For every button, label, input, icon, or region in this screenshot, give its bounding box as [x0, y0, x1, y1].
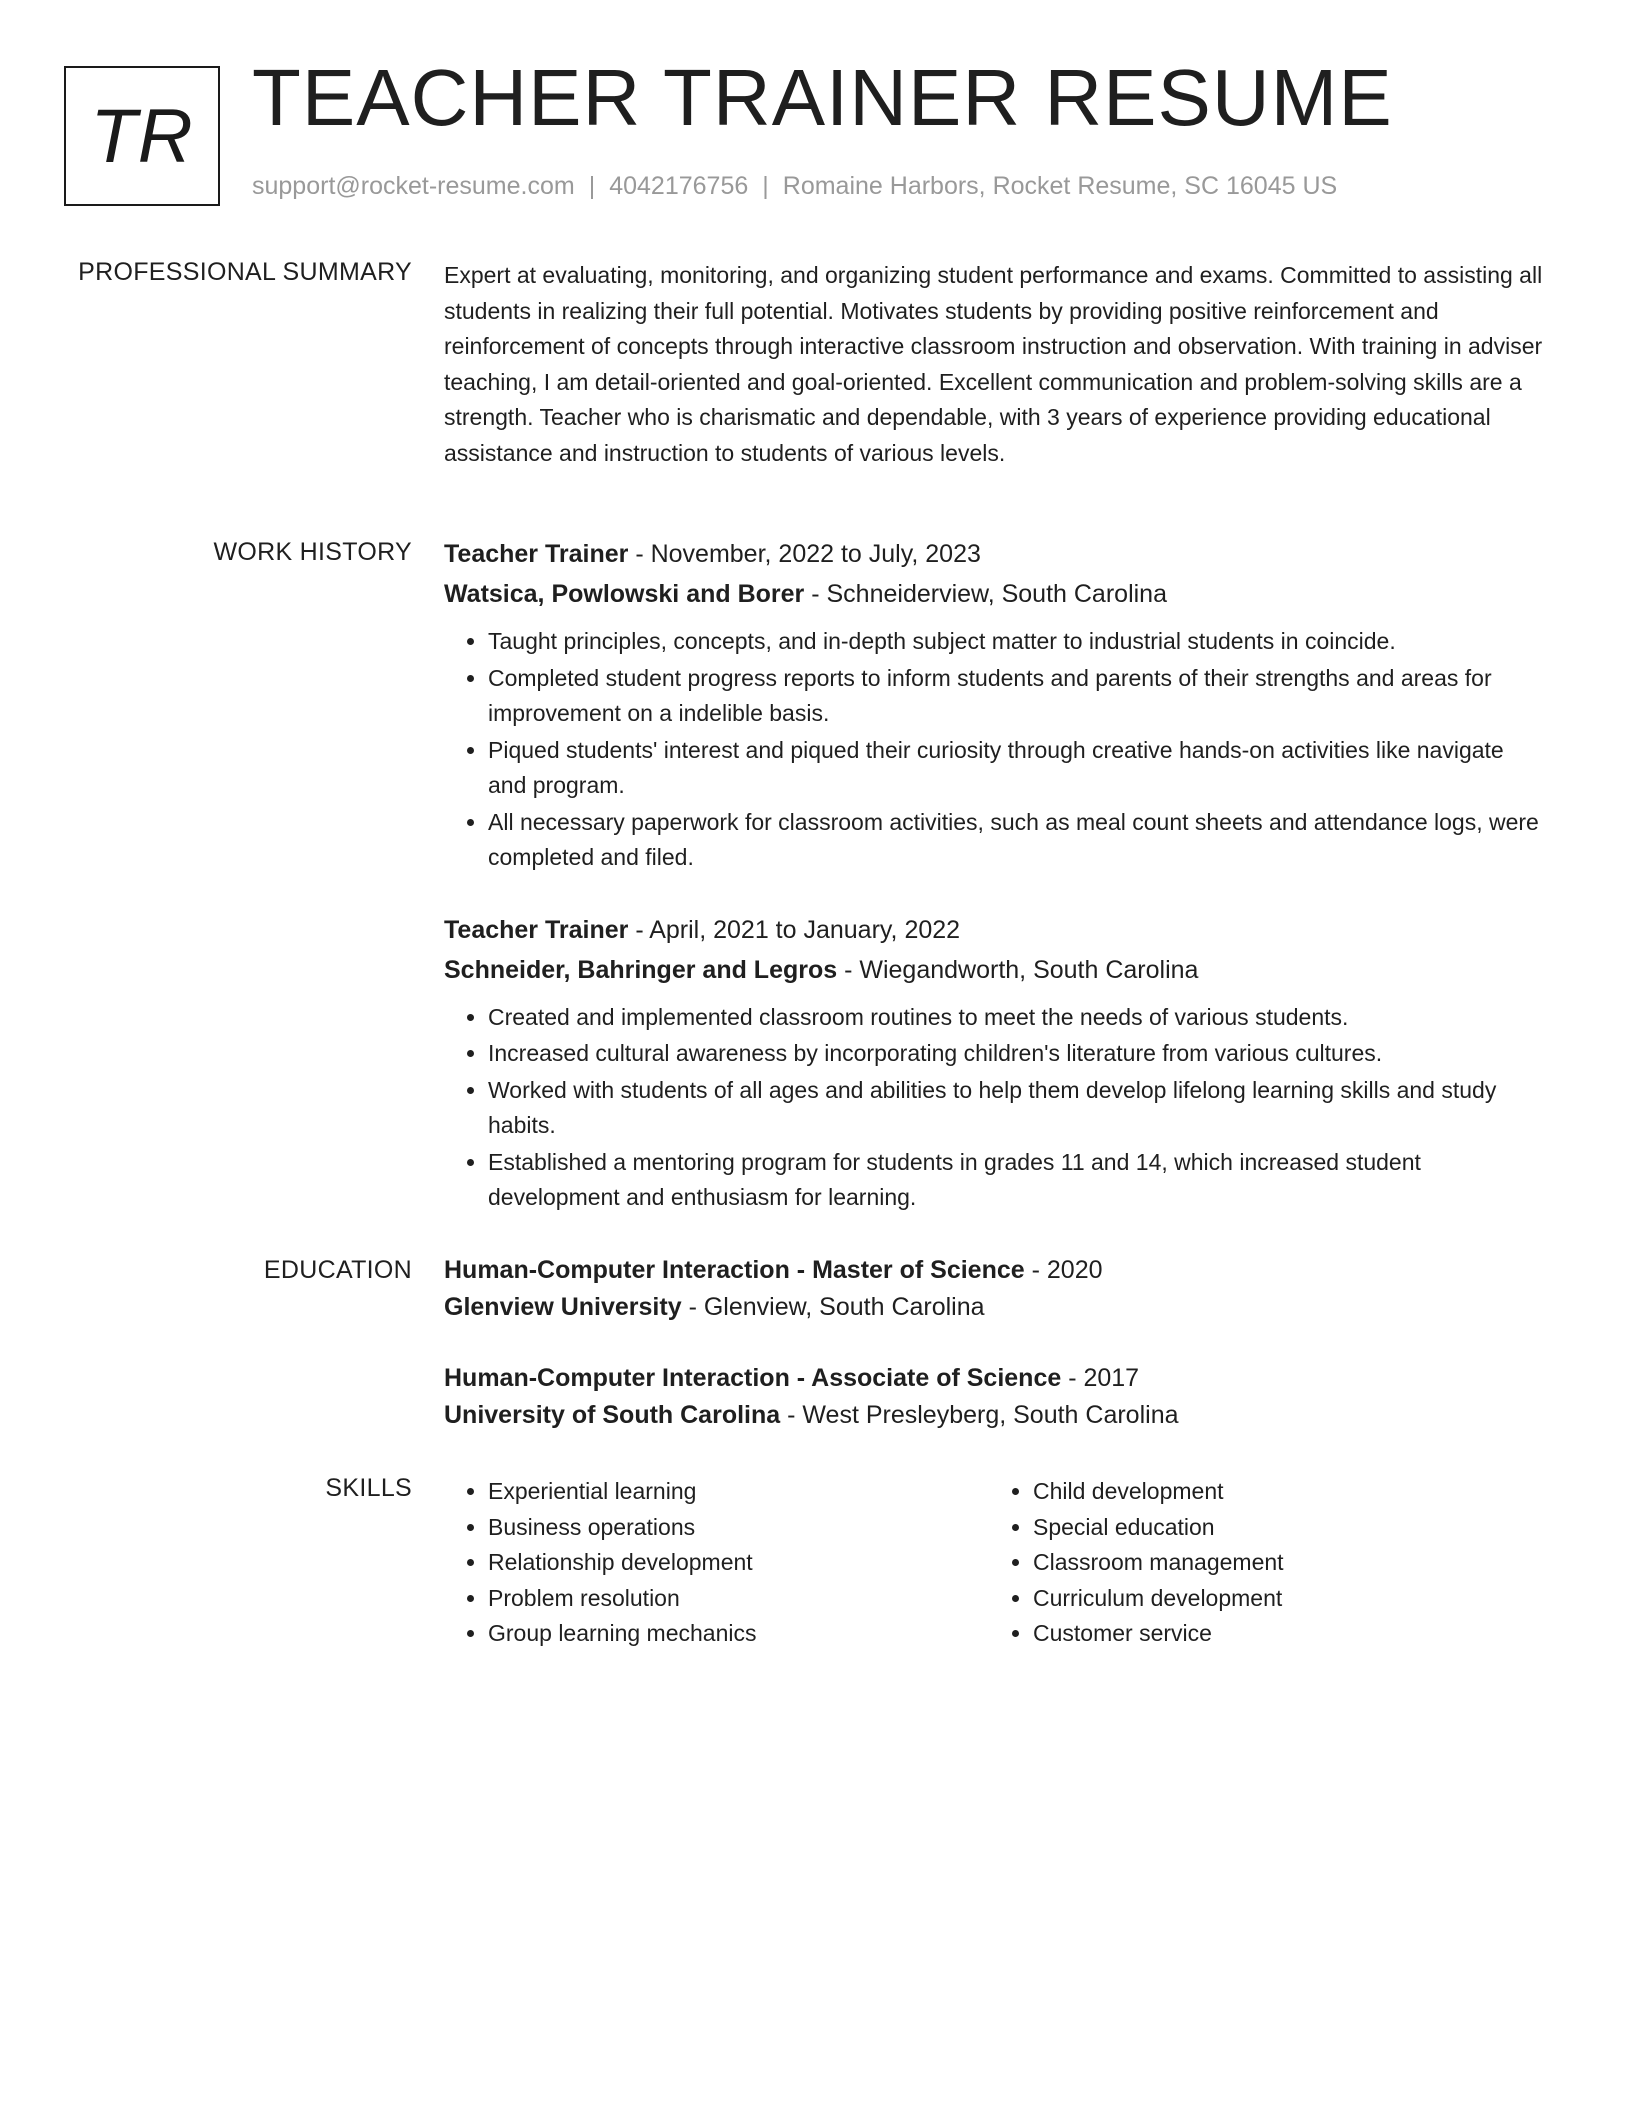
summary-heading: PROFESSIONAL SUMMARY [78, 258, 412, 286]
job-title-line [444, 534, 1544, 574]
work-history-body [444, 534, 1544, 1250]
job-bullet: • Established a mentoring program for students in grades 11 and 14, which increased student development and enthusiasm for learning. [488, 1145, 1544, 1216]
skill-item: • Business operations [488, 1510, 989, 1546]
education-entry [444, 1252, 1544, 1326]
education-degree: Human-Computer Interaction - Associate of Science [444, 1364, 1062, 1392]
job-bullet-list [444, 1000, 1544, 1216]
education-school-line [444, 1397, 1544, 1434]
contact-line [252, 172, 1337, 201]
job-title: Teacher Trainer [444, 540, 629, 568]
job-title: Teacher Trainer [444, 915, 629, 944]
job-company: Schneider, Bahringer and Legros [444, 955, 838, 984]
skill-item: • Experiential learning [488, 1474, 989, 1510]
education-school-line [444, 1289, 1544, 1326]
work-history-heading: WORK HISTORY [213, 538, 412, 566]
skills-body [444, 1474, 1544, 1652]
contact-phone: 4042176756 [609, 172, 749, 200]
job-dates: - November, 2022 to July, 2023 [635, 540, 981, 568]
education-body [444, 1252, 1544, 1468]
job-bullet: • Taught principles, concepts, and in-depth subject matter to industrial students in coincide. [488, 624, 1544, 660]
education-school: University of South Carolina [444, 1401, 781, 1429]
page-title: TEACHER TRAINER RESUME [252, 53, 1393, 142]
education-location: - Glenview, South Carolina [688, 1293, 985, 1321]
job-bullet: • Piqued students' interest and piqued their curiosity through creative hands-on activities like navigate and program. [488, 733, 1544, 804]
job-entry [444, 534, 1544, 876]
job-title-line [444, 910, 1544, 950]
job-company: Watsica, Powlowski and Borer [444, 580, 805, 608]
skills-columns [444, 1474, 1544, 1652]
skill-item: • Group learning mechanics [488, 1616, 989, 1652]
education-location: - West Presleyberg, South Carolina [787, 1401, 1179, 1429]
contact-separator: | [762, 172, 769, 200]
skill-item: • Curriculum development [1033, 1581, 1534, 1617]
job-entry [444, 910, 1544, 1216]
job-company-line [444, 574, 1544, 614]
skill-item: • Special education [1033, 1510, 1534, 1546]
job-company-line [444, 950, 1544, 990]
job-bullet: • All necessary paperwork for classroom activities, such as meal count sheets and attendance logs, were completed and filed. [488, 805, 1544, 876]
summary-text: Expert at evaluating, monitoring, and organizing student performance and exams. Committed to assisting all students in realizing their full potential. Motivates students by providing positive reinforcement and reinforcement of concepts through interactive classroom instruction and observation. With training in adviser teaching, I am detail-oriented and goal-oriented. Excellent communication and problem-solving skills are a strength. Teacher who is charismatic and dependable, with 3 years of experience providing educational assistance and instruction to students of various levels. [444, 262, 1543, 466]
contact-address: Romaine Harbors, Rocket Resume, SC 16045 US [782, 172, 1338, 200]
education-year: - 2017 [1068, 1364, 1140, 1392]
summary-body [444, 258, 1544, 471]
job-location: - Schneiderview, South Carolina [811, 580, 1167, 608]
job-bullet: • Worked with students of all ages and abilities to help them develop lifelong learning skills and study habits. [488, 1073, 1544, 1144]
job-bullet-list [444, 624, 1544, 876]
monogram-logo: TR [64, 66, 220, 206]
job-bullet: • Increased cultural awareness by incorporating children's literature from various cultures. [488, 1036, 1544, 1072]
skills-list-right [989, 1474, 1534, 1652]
job-location: - Wiegandworth, South Carolina [844, 955, 1199, 984]
education-entry [444, 1360, 1544, 1434]
education-degree-line [444, 1360, 1544, 1397]
education-degree: Human-Computer Interaction - Master of Science [444, 1256, 1025, 1284]
education-heading: EDUCATION [263, 1256, 412, 1284]
skill-item: • Problem resolution [488, 1581, 989, 1617]
skills-list-left [444, 1474, 989, 1652]
skill-item: • Classroom management [1033, 1545, 1534, 1581]
job-bullet: • Completed student progress reports to inform students and parents of their strengths and areas for improvement on a indelible basis. [488, 661, 1544, 732]
education-year: - 2020 [1031, 1256, 1103, 1284]
contact-separator: | [588, 172, 596, 200]
skills-heading: SKILLS [325, 1474, 412, 1502]
contact-email: support@rocket-resume.com [252, 172, 575, 200]
skill-item: • Relationship development [488, 1545, 989, 1581]
skill-item: • Customer service [1033, 1616, 1534, 1652]
job-bullet: • Created and implemented classroom routines to meet the needs of various students. [488, 1000, 1544, 1036]
skill-item: • Child development [1033, 1474, 1534, 1510]
education-school: Glenview University [444, 1293, 682, 1321]
education-degree-line [444, 1252, 1544, 1289]
job-dates: - April, 2021 to January, 2022 [635, 915, 961, 944]
